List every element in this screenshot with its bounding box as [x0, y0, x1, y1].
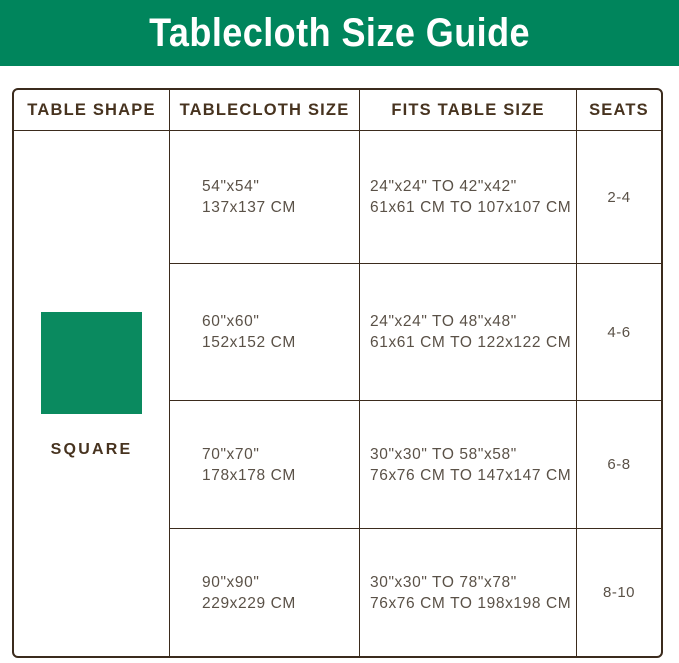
column-header-fits-table-size: FITS TABLE SIZE	[360, 90, 577, 131]
tablecloth-size-cell	[170, 529, 360, 656]
title-banner	[0, 0, 679, 66]
fits-cm: 61x61 CM TO 107x107 CM	[370, 199, 572, 216]
fits-cm: 76x76 CM TO 198x198 CM	[370, 594, 572, 612]
column-header-tablecloth-size: TABLECLOTH SIZE	[170, 90, 360, 131]
size-inches: 70"x70"	[202, 445, 260, 463]
fits-table-size-cell	[360, 529, 577, 656]
column-header-table-shape: TABLE SHAPE	[14, 90, 170, 131]
tablecloth-size-cell	[170, 131, 360, 264]
fits-inches: 24"x24" TO 42"x42"	[370, 178, 517, 195]
fits-inches: 30"x30" TO 58"x58"	[370, 445, 517, 463]
size-inches: 90"x90"	[202, 573, 260, 591]
seats-cell: 4-6	[577, 264, 661, 401]
fits-table-size-cell	[360, 131, 577, 264]
size-guide-table	[12, 88, 663, 658]
size-cm: 229x229 CM	[202, 594, 296, 612]
column-header-seats: SEATS	[577, 90, 661, 131]
table-shape-cell	[14, 131, 170, 656]
seats-cell: 8-10	[602, 584, 636, 601]
fits-table-size-cell	[360, 264, 577, 401]
tablecloth-size-cell	[170, 264, 360, 401]
fits-cm: 61x61 CM TO 122x122 CM	[370, 334, 572, 351]
size-cm: 152x152 CM	[202, 334, 296, 351]
size-inches: 54"x54"	[202, 178, 260, 195]
square-shape-group	[41, 312, 142, 459]
square-shape-label: SQUARE	[50, 441, 133, 458]
seats-cell: 2-4	[577, 131, 661, 264]
page-title: Tablecloth Size Guide	[149, 10, 530, 55]
size-inches: 60"x60"	[202, 313, 260, 330]
square-shape-icon	[41, 312, 142, 414]
size-cm: 137x137 CM	[202, 199, 296, 216]
seats-cell: 6-8	[577, 401, 661, 529]
tablecloth-size-cell	[170, 401, 360, 529]
fits-cm: 76x76 CM TO 147x147 CM	[370, 466, 572, 484]
size-cm: 178x178 CM	[202, 466, 296, 484]
fits-inches: 24"x24" TO 48"x48"	[370, 313, 517, 330]
fits-inches: 30"x30" TO 78"x78"	[370, 573, 517, 591]
fits-table-size-cell	[360, 401, 577, 529]
